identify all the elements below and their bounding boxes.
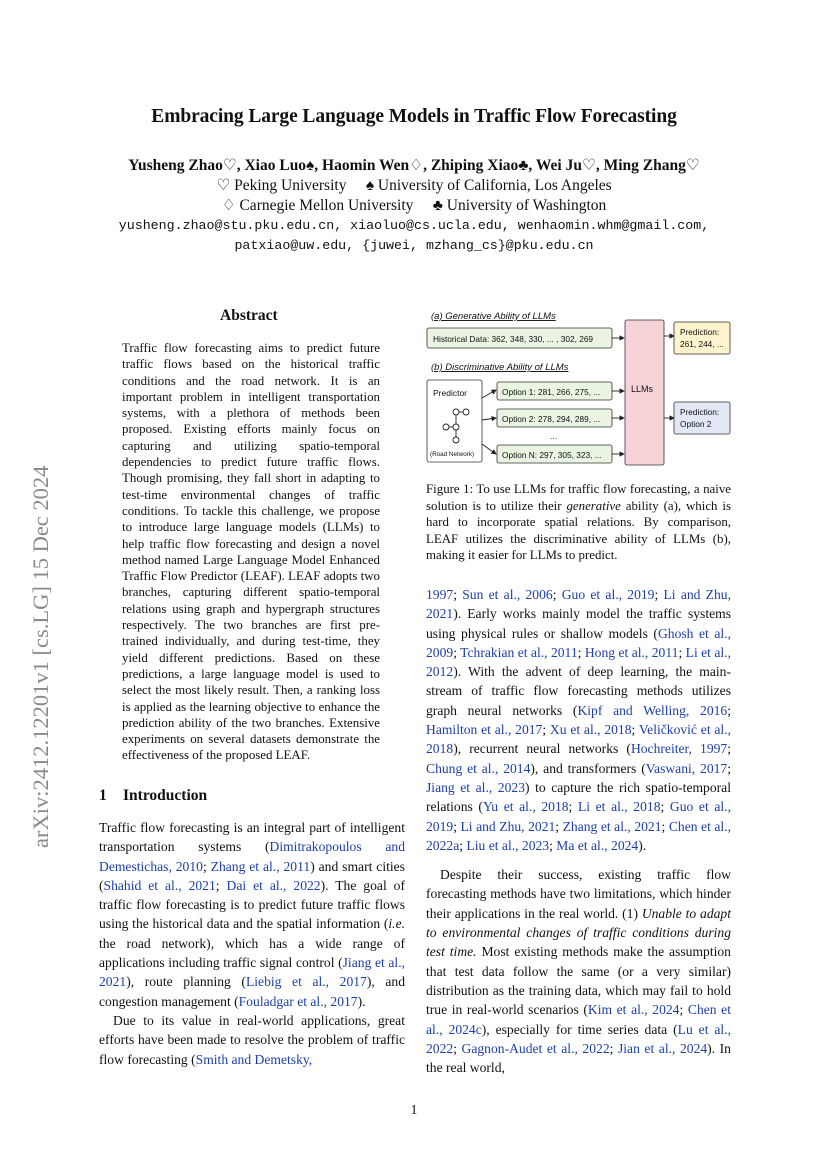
section-title: Introduction xyxy=(123,787,208,804)
citation-link[interactable]: Gagnon-Audet et al., 2022 xyxy=(461,1040,610,1056)
arxiv-stamp xyxy=(22,360,56,850)
citation-link[interactable]: Yu et al., 2018 xyxy=(482,799,569,815)
citation-link[interactable]: Li et al., 2012 xyxy=(426,644,731,680)
citation-link[interactable]: Liu et al., 2023 xyxy=(466,837,550,853)
italic-text: i.e. xyxy=(388,916,405,932)
intro-heading xyxy=(99,787,207,805)
citation-link[interactable]: Hochreiter, 1997 xyxy=(630,741,728,757)
right-column-body xyxy=(426,585,731,1077)
citation-link[interactable]: Liebig et al., 2017 xyxy=(245,974,367,990)
citation-link[interactable]: Hong et al., 2011 xyxy=(584,644,679,660)
intro-paragraph-2-continued: 1997; Sun et al., 2006; Guo et al., 2019; Li and Zhu, 2021). Early works mainly model the traffic systems using physical rules or shallow models (Ghosh et al., 2009; Tchrakian et al., 2011; Hong et al., 2011; Li et al., 2012). With the advent of deep learning, the main-stream of traffic flow forecasting methods utilizes graph neural networks (Kipf and Welling, 2016; Hamilton et al., 2017; Xu et al., 2018; Veličković et al., 2018), recurrent neural networks (Hochreiter, 1997; Chung et al., 2014), and transformers (Vaswani, 2017; Jiang et al., 2023) to capture the rich spatio-temporal relations (Yu et al., 2018; Li et al., 2018; Guo et al., 2019; Li and Zhu, 2021; Zhang et al., 2021; Chen et al., 2022a; Liu et al., 2023; Ma et al., 2024). xyxy=(426,587,732,853)
citation-link[interactable]: Jiang et al., 2021 xyxy=(99,955,405,990)
citation-link[interactable]: Zhang et al., 2011 xyxy=(210,858,311,874)
prediction-b-value: Option 2 xyxy=(680,419,712,429)
italic-text: Unable to adapt to environmental changes of traffic conditions during test time. xyxy=(426,905,731,960)
citation-link[interactable]: Tchrakian et al., 2011 xyxy=(460,644,578,660)
paper-title: Embracing Large Language Models in Traffic Flow Forecasting xyxy=(151,106,677,127)
citation-link[interactable]: Chen et al., 2024c xyxy=(426,1002,731,1037)
abstract-body: Traffic flow forecasting aims to predict future traffic flows based on the historical traffic conditions and the road network. It is an important problem in intelligent transportation systems, with a plethora of methods been proposed. Existing efforts mainly focus on capturing and utilizing spatio-temporal dependencies to predict future traffic flows. Though promising, they fall short in adapting to test-time environmental changes of traffic conditions. To tackle this challenge, we propose to introduce large language models (LLMs) to help traffic flow forecasting and design a novel method named Large Language Model Enhanced Traffic Flow Predictor (LEAF). LEAF adopts two branches, capturing different spatio-temporal relations using graph and hypergraph structures respectively. The two branches are first pre-trained individually, and during test-time, they yield different predictions. Based on these predictions, a large language model is used to select the most likely result. Then, a ranking loss is applied as the learning objective to enhance the prediction ability of the two branches. Extensive experiments on several datasets demonstrate the effectiveness of the proposed LEAF. xyxy=(122,341,380,763)
citation-link[interactable]: Guo et al., 2019 xyxy=(426,799,731,834)
citation-link[interactable]: Dai et al., 2022 xyxy=(226,877,321,893)
affiliation-line-2: ♢ Carnegie Mellon University ♣ University of Washington xyxy=(221,197,607,214)
citation-link[interactable]: Guo et al., 2019 xyxy=(561,587,655,602)
historical-data-text: Historical Data: 362, 348, 330, ... , 302, 269 xyxy=(433,334,594,344)
intro-paragraph-3: Despite their success, existing traffic flow forecasting methods have two limitations, which hinder their applications in the real world. (1) Unable to adapt to environmental changes of traffic conditions during test time. Most existing methods make the assumption that test data follow the same (or a very similar) distribution as the training data, which may fail to hold true in real-world scenarios (Kim et al., 2024; Chen et al., 2024c), especially for time series data (Lu et al., 2022; Gagnon-Audet et al., 2022; Jian et al., 2024). In the real world, xyxy=(426,867,731,1076)
prediction-a-label: Prediction: xyxy=(680,327,720,337)
author-block xyxy=(0,156,828,256)
option-2-text: Option 2: 278, 294, 289, ... xyxy=(502,414,601,424)
figure-1-caption: Figure 1: To use LLMs for traffic flow forecasting, a naive solution is to utilize their generative ability (a), which is hard to incorporate spatial relations. By comparison, LEAF utilizes the discriminative ability of LLMs (b), making it easier for LLMs to predict. xyxy=(426,482,731,562)
citation-link[interactable]: Lu et al., 2022 xyxy=(426,1021,731,1056)
citation-link[interactable]: Li and Zhu, 2021 xyxy=(460,818,556,834)
email-line-2: patxiao@uw.edu, {juwei, mzhang_cs}@pku.edu.cn xyxy=(234,238,594,253)
llm-text: LLMs xyxy=(631,384,654,394)
citation-link[interactable]: Vaswani, 2017 xyxy=(645,760,728,776)
citation-link[interactable]: Chung et al., 2014 xyxy=(426,760,531,776)
email-line-1: yusheng.zhao@stu.pku.edu.cn, xiaoluo@cs.ucla.edu, wenhaomin.whm@gmail.com, xyxy=(118,218,710,233)
citation-link[interactable]: Fouladgar et al., 2017 xyxy=(238,993,358,1009)
citation-link[interactable]: Veličković et al., 2018 xyxy=(426,722,731,757)
citation-link[interactable]: 1997 xyxy=(426,587,454,602)
affiliation-line-1: ♡ Peking University ♠ University of California, Los Angeles xyxy=(216,177,612,194)
options-ellipsis: ... xyxy=(550,431,558,441)
intro-paragraph-2: Due to its value in real-world applications, great efforts have been made to resolve the problem of traffic flow forecasting (Smith and Demetsky, xyxy=(99,1012,405,1067)
citation-link[interactable]: Chen et al., 2022a xyxy=(426,818,731,853)
citation-link[interactable]: Smith and Demetsky, xyxy=(195,1051,313,1067)
italic-text: generative xyxy=(566,498,621,513)
citation-link[interactable]: Kipf and Welling, 2016 xyxy=(577,702,728,718)
arxiv-stamp-graphic xyxy=(22,360,56,850)
intro-paragraph-1: Traffic flow forecasting is an integral part of intelligent transportation systems (Dimitrakopoulos and Demestichas, 2010; Zhang et al., 2011) and smart cities (Shahid et al., 2021; Dai et al., 2022). The goal of traffic flow forecasting is to predict future traffic flows using the historical data and the spatial information (i.e. the road network), which has a wide range of applications including traffic signal control (Jiang et al., 2021), route planning (Liebig et al., 2017), and congestion management (Fouladgar et al., 2017). xyxy=(99,820,405,1009)
citation-link[interactable]: Jiang et al., 2023 xyxy=(426,779,525,795)
road-network-text: (Road Network) xyxy=(430,451,475,458)
citation-link[interactable]: Zhang et al., 2021 xyxy=(562,818,662,834)
option-n-text: Option N: 297, 305, 323, ... xyxy=(502,450,602,460)
arxiv-id: arXiv:2412.12201v1 [cs.LG] 15 Dec 2024 xyxy=(28,465,53,848)
option-1-text: Option 1: 281, 266, 275, ... xyxy=(502,387,601,397)
author-names: Yusheng Zhao♡, Xiao Luo♠, Haomin Wen♢, Zhiping Xiao♣, Wei Ju♡, Ming Zhang♡ xyxy=(128,157,700,174)
citation-link[interactable]: Sun et al., 2006 xyxy=(462,587,553,602)
prediction-b-label: Prediction: xyxy=(680,407,720,417)
left-column-body xyxy=(99,818,405,1069)
prediction-a-value: 261, 244, ... xyxy=(680,339,724,349)
citation-link[interactable]: Ma et al., 2024 xyxy=(556,837,639,853)
generative-label: (a) Generative Ability of LLMs xyxy=(431,311,556,322)
citation-link[interactable]: Dimitrakopoulos and Demestichas, 2010 xyxy=(99,839,405,874)
predictor-text: Predictor xyxy=(433,388,468,398)
figure-1-diagram xyxy=(424,302,734,470)
citation-link[interactable]: Shahid et al., 2021 xyxy=(103,877,216,893)
abstract-heading: Abstract xyxy=(220,307,278,324)
citation-link[interactable]: Li and Zhu, 2021 xyxy=(426,587,731,622)
citation-link[interactable]: Hamilton et al., 2017 xyxy=(426,722,543,738)
citation-link[interactable]: Kim et al., 2024 xyxy=(587,1002,680,1018)
citation-link[interactable]: Li et al., 2018 xyxy=(577,799,661,815)
citation-link[interactable]: Ghosh et al., 2009 xyxy=(426,625,731,660)
citation-link[interactable]: Xu et al., 2018 xyxy=(549,722,632,738)
citation-link[interactable]: Jian et al., 2024 xyxy=(617,1040,708,1056)
discriminative-label: (b) Discriminative Ability of LLMs xyxy=(431,362,569,373)
section-number: 1 xyxy=(99,787,107,804)
page-number: 1 xyxy=(410,1103,418,1118)
figure-1 xyxy=(424,302,734,470)
